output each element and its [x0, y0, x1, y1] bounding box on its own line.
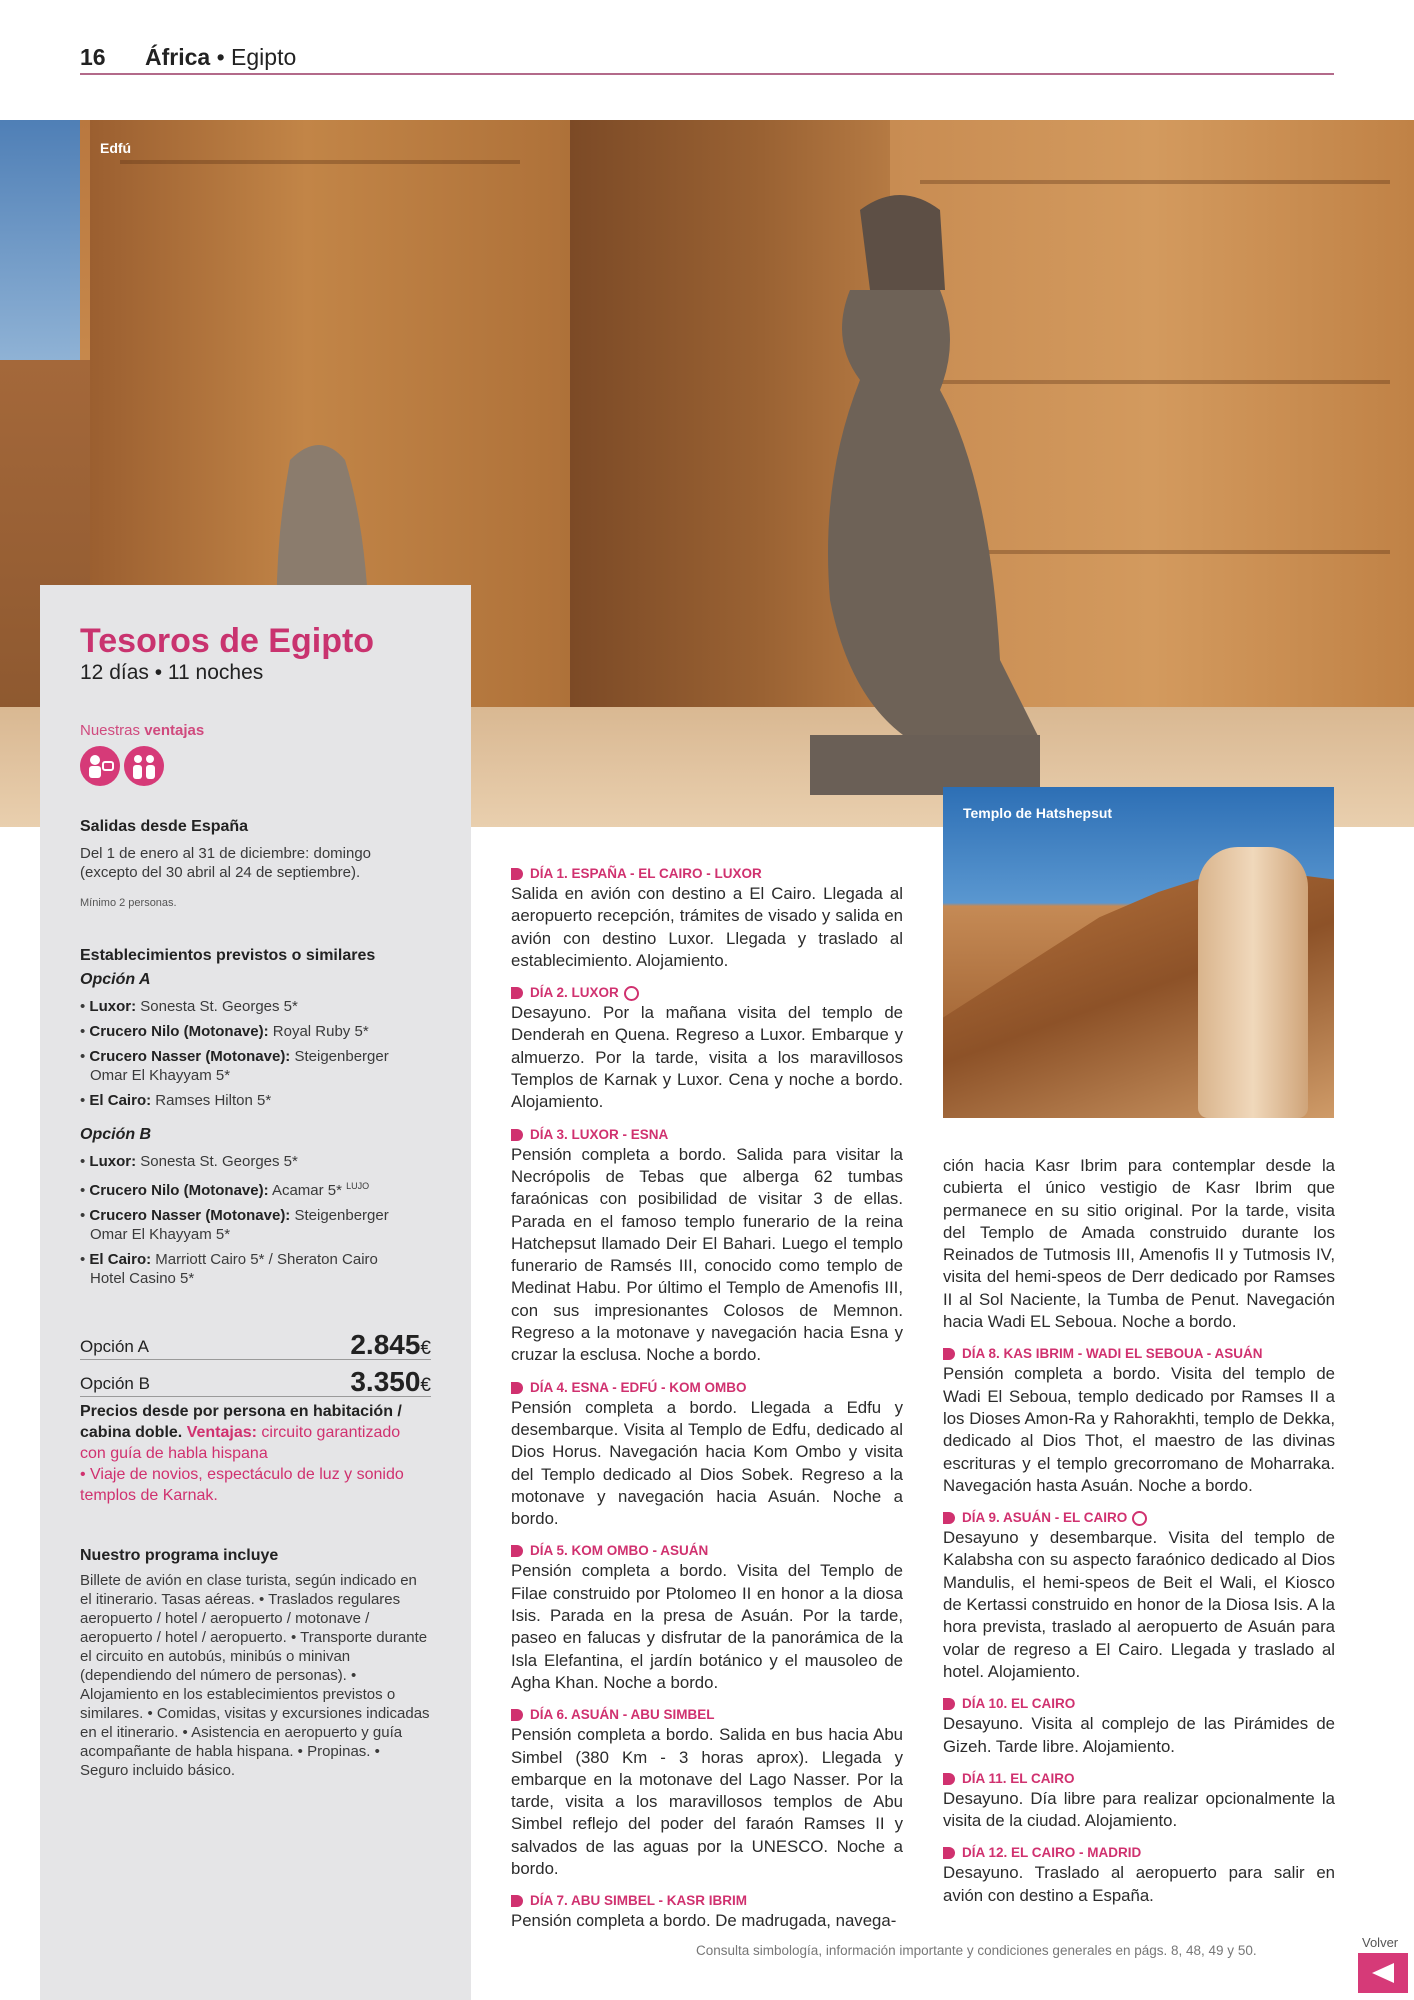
day-2-text: Desayuno. Por la mañana visita del templo de Denderah en Quena. Regreso a Luxor. Embarque y almuerzo. Por la tarde, visita a los maravillosos Templos de Karnak y Luxor. Cena y noche a bordo. Alojamiento. — [511, 1003, 903, 1112]
day-7-text: Pensión completa a bordo. De madrugada, navega- — [511, 1911, 897, 1931]
day-9-heading: DÍA 9. ASUÁN - EL CAIRO — [943, 1509, 1335, 1527]
includes-heading: Nuestro programa incluye — [80, 1547, 279, 1564]
footer-note: Consulta simbología, información importante y condiciones generales en págs. 8, 48, 49 y 50. — [696, 1943, 1257, 1958]
day-5-heading: DÍA 5. KOM OMBO - ASUÁN — [511, 1542, 903, 1560]
tour-duration: 12 días • 11 noches — [80, 661, 264, 684]
itinerary-column-1 — [511, 853, 903, 1933]
photo-caption-edfu: Edfú — [100, 140, 132, 156]
day-2-heading: DÍA 2. LUXOR — [511, 984, 903, 1002]
honeymoon-couple-icon — [124, 746, 164, 786]
day-9-text: Desayuno y desembarque. Visita del templo de Kalabsha con su aspecto faraónico dedicado al Dios Mandulis, el hemi-speos de Beit el Wali, el Kiosco de Kertassi construido en honor de la Diosa Isis. A la hora prevista, traslado al aeropuerto de Asuán para volar de regreso a El Cairo. Llegada y traslado al hotel. Alojamiento. — [943, 1528, 1335, 1681]
includes-text: Billete de avión en clase turista, según indicado en el itinerario. Tasas aéreas. • Traslados regulares aeropuerto / hotel / aeropuerto / motonave / aeropuerto / hotel / aeropuerto. • Transporte durante el circuito en autobús, minibús o minivan (dependiendo del número de personas). • Alojamiento en los establecimientos previstos o similares. • Comidas, visitas y excursiones indicadas en el itinerario. • Asistencia en aeropuerto y guía acompañante de habla hispana. • Propinas. • Seguro incluido básico. — [80, 1572, 430, 1779]
price-row-option-a: Opción A 2.845€ — [80, 1324, 431, 1360]
price-note: Precios desde por persona en habitación / cabina doble. Ventajas: circuito garantizado con guía de habla hispana • Viaje de novios, espectáculo de luz y sonido templos de Karnak. — [80, 1403, 404, 1504]
day-4-heading: DÍA 4. ESNA - EDFÚ - KOM OMBO — [511, 1379, 903, 1397]
photo-hatshepsut — [943, 787, 1334, 1118]
price-row-option-b: Opción B 3.350€ — [80, 1361, 431, 1397]
tour-title: Tesoros de Egipto — [80, 622, 375, 660]
itinerary-column-2 — [943, 1155, 1335, 1907]
day-4-text: Pensión completa a bordo. Llegada a Edfu y desembarque. Visita al Templo de Edfu, dedicado al Dios Horus. Navegación hacia Kom Ombo y visita del Templo dedicado al Dios Sobek. Regreso a la motonave y navegación hacia Asuán. Noche a bordo. — [511, 1397, 903, 1529]
horus-statue — [790, 180, 1050, 800]
day-10-heading: DÍA 10. EL CAIRO — [943, 1695, 1335, 1713]
sidebar-panel — [40, 585, 471, 2000]
photo-caption-hatshepsut: Templo de Hatshepsut — [963, 805, 1113, 821]
ship-icon — [624, 986, 639, 1001]
page-header-title — [145, 44, 296, 71]
day-3-heading: DÍA 3. LUXOR - ESNA — [511, 1126, 903, 1144]
advantages-label: Nuestras ventajas — [80, 722, 205, 739]
day-1-heading: DÍA 1. ESPAÑA - EL CAIRO - LUXOR — [511, 865, 903, 883]
option-b-heading: Opción B — [80, 1126, 152, 1143]
hotel-list-a: • Luxor: Sonesta St. Georges 5* • Crucero Nilo (Motonave): Royal Ruby 5* • Crucero Nasser (Motonave): Steigenberger Omar El Khayyam 5* • El Cairo: Ramses Hilton 5* — [80, 998, 389, 1109]
hotel-list-b: • Luxor: Sonesta St. Georges 5* • Crucero Nilo (Motonave): Acamar 5* $^{LUJO}$ • Crucero Nasser (Motonave): Steigenberger Omar El Khayyam 5* • El Cairo: Marriott Cairo 5* / Sheraton Cairo Hotel Casino 5* — [80, 1153, 389, 1287]
day-8-heading: DÍA 8. KAS IBRIM - WADI EL SEBOUA - ASUÁN — [943, 1345, 1335, 1363]
option-a-heading: Opción A — [80, 971, 151, 988]
day-6-text: Pensión completa a bordo. Salida en bus hacia Abu Simbel (380 Km - 3 horas aprox). Llegada y embarque en la motonave del Lago Nasser. Por la tarde, visita a los maravillosos templos de Abu Simbel reflejo del poder del faraón Ramses II y salvados de las aguas por la UNESCO. Noche a bordo. — [511, 1725, 903, 1878]
page-number: 16 — [80, 44, 106, 70]
departures-text: Del 1 de enero al 31 de diciembre: domingo (excepto del 30 abril al 24 de septiembre). — [80, 845, 372, 881]
day-7-heading: DÍA 7. ABU SIMBEL - KASR IBRIM — [511, 1892, 903, 1910]
country-name: Egipto — [231, 44, 297, 70]
day-5-text: Pensión completa a bordo. Visita del Templo de Filae construido por Ptolomeo II en honor a la diosa Isis. Parada en la presa de Asuán. Por la tarde, paseo en falucas y disfrutar de la panorámica de la Isla Elefantina, el jardín botánico y el mausoleo de Agha Khan. Noche a bordo. — [511, 1561, 903, 1692]
day-8-text: Pensión completa a bordo. Visita del templo de Wadi El Seboua, templo dedicado por Ramses II a los Dioses Amon-Ra y Rahorakhti, templo de Dekka, dedicado al Dios Thot, el maestro de las divinas escrituras y el templo grecorromano de Moharraka. Navegación hasta Asuán. Noche a bordo. — [943, 1364, 1335, 1495]
day-6-heading: DÍA 6. ASUÁN - ABU SIMBEL — [511, 1706, 903, 1724]
couple-guide-icon — [80, 746, 120, 786]
day-3-text: Pensión completa a bordo. Salida para visitar la Necrópolis de Tebas que alberga 62 tumbas faraónicas con posibilidad de visitar 3 de ellas. Parada en el famoso templo funerario de la reina Hatchepsut llamado Deir El Bahari. Luego el templo funerario de Ramsés III, conocido como templo de Medinat Habu. Por último el Templo de Amenofis III, con sus impresionantes Colosos de Memnon. Regreso a la motonave y navegación hacia Esna y cruzar la esclusa. Noche a bordo. — [511, 1144, 903, 1365]
day-10-text: Desayuno. Visita al complejo de las Pirámides de Gizeh. Tarde libre. Alojamiento. — [943, 1714, 1335, 1756]
hotels-heading: Establecimientos previstos o similares — [80, 947, 376, 964]
departures-heading: Salidas desde España — [80, 818, 249, 835]
ship-icon — [1132, 1511, 1147, 1526]
region-name: África — [145, 44, 211, 70]
back-arrow-icon[interactable] — [1358, 1953, 1408, 1993]
header-separator: • — [216, 44, 225, 70]
day-12-text: Desayuno. Traslado al aeropuerto para salir en avión con destino a España. — [943, 1863, 1335, 1905]
header-rule — [80, 73, 1334, 75]
day-7-text-cont: ción hacia Kasr Ibrim para contemplar desde la cubierta el único vestigio de Kasr Ibrim que permanece en su sitio original. Por la tarde, visita del Templo de Amada construido durante los Reinados de Tutmosis III, Amenofis II y Tutmosis IV, visita del hemi-speos de Derr dedicado por Ramses II al Sol Naciente, la Tumba de Penut. Navegación hacia Wadi EL Seboua. Noche a bordo. — [943, 1156, 1335, 1332]
day-12-heading: DÍA 12. EL CAIRO - MADRID — [943, 1844, 1335, 1862]
day-11-heading: DÍA 11. EL CAIRO — [943, 1770, 1335, 1788]
day-1-text: Salida en avión con destino a El Cairo. Llegada al aeropuerto recepción, trámites de visado y salida en avión con destino Luxor. Llegada y traslado al establecimiento. Alojamiento. — [511, 884, 903, 970]
back-label[interactable]: Volver — [1362, 1935, 1399, 1950]
minimum-persons: Mínimo 2 personas. — [80, 897, 177, 909]
day-11-text: Desayuno. Día libre para realizar opcionalmente la visita de la ciudad. Alojamiento. — [943, 1788, 1335, 1831]
